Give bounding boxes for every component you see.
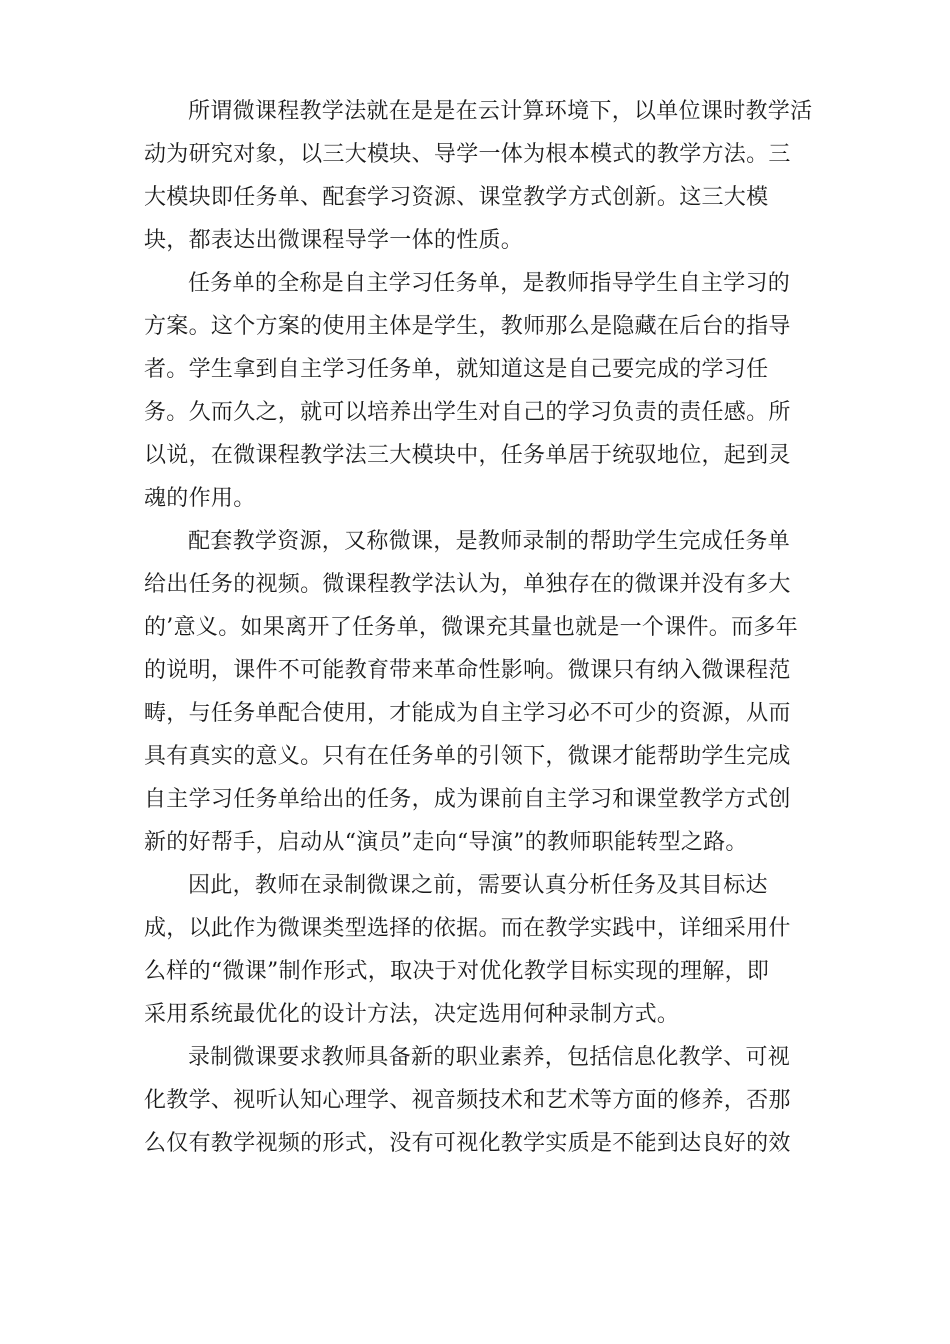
text-line: 以说，在微课程教学法三大模块中，任务单居于统驭地位，起到灵 xyxy=(144,443,791,468)
paragraph-teacher-literacy xyxy=(144,1036,804,1165)
text-line: 任务单的全称是自主学习任务单，是教师指导学生自主学习的 xyxy=(188,271,791,296)
text-line: 的说明，课件不可能教育带来革命性影响。微课只有纳入微课程范 xyxy=(144,658,791,683)
text-line: 配套教学资源，又称微课，是教师录制的帮助学生完成任务单 xyxy=(188,529,791,554)
document-page xyxy=(144,90,813,1165)
text-line: 块，都表达出微课程导学一体的性质。 xyxy=(144,228,524,253)
text-line: 的’意义。如果离开了任务单，微课充其量也就是一个课件。而多年 xyxy=(144,615,798,640)
text-line: 具有真实的意义。只有在任务单的引领下，微课才能帮助学生完成 xyxy=(144,744,791,769)
text-line: 么仅有教学视频的形式，没有可视化教学实质是不能到达良好的效 xyxy=(144,1131,791,1156)
paragraph-recording-analysis xyxy=(144,864,804,1036)
paragraph-micro-course-definition xyxy=(144,90,813,262)
text-line: 畴，与任务单配合使用，才能成为自主学习必不可少的资源，从而 xyxy=(144,701,791,726)
text-line: 新的好帮手，启动从“演员”走向“导演”的教师职能转型之路。 xyxy=(144,830,748,855)
text-line: 所谓微课程教学法就在是是在云计算环境下，以单位课时教学活 xyxy=(188,99,813,124)
text-line: 务。久而久之，就可以培养出学生对自己的学习负责的责任感。所 xyxy=(144,400,791,425)
text-line: 采用系统最优化的设计方法，决定选用何种录制方式。 xyxy=(144,1002,680,1027)
text-line: 动为研究对象，以三大模块、导学一体为根本模式的教学方法。三 xyxy=(144,142,791,167)
text-line: 成，以此作为微课类型选择的依据。而在教学实践中，详细采用什 xyxy=(144,916,791,941)
text-line: 化教学、视听认知心理学、视音频技术和艺术等方面的修养，否那 xyxy=(144,1088,791,1113)
text-line: 么样的“微课”制作形式，取决于对优化教学目标实现的理解，即 xyxy=(144,959,770,984)
paragraph-supporting-resources xyxy=(144,520,804,864)
text-line: 大模块即任务单、配套学习资源、课堂教学方式创新。这三大模 xyxy=(144,185,769,210)
text-line: 因此，教师在录制微课之前，需要认真分析任务及其目标达 xyxy=(188,873,768,898)
text-line: 方案。这个方案的使用主体是学生，教师那么是隐藏在后台的指导 xyxy=(144,314,791,339)
paragraph-task-sheet xyxy=(144,262,804,520)
text-line: 录制微课要求教师具备新的职业素养，包括信息化教学、可视 xyxy=(188,1045,791,1070)
text-line: 给出任务的视频。微课程教学法认为，单独存在的微课并没有多大 xyxy=(144,572,791,597)
text-line: 魂的作用。 xyxy=(144,486,256,511)
text-line: 自主学习任务单给出的任务，成为课前自主学习和课堂教学方式创 xyxy=(144,787,791,812)
text-line: 者。学生拿到自主学习任务单，就知道这是自己要完成的学习任 xyxy=(144,357,769,382)
